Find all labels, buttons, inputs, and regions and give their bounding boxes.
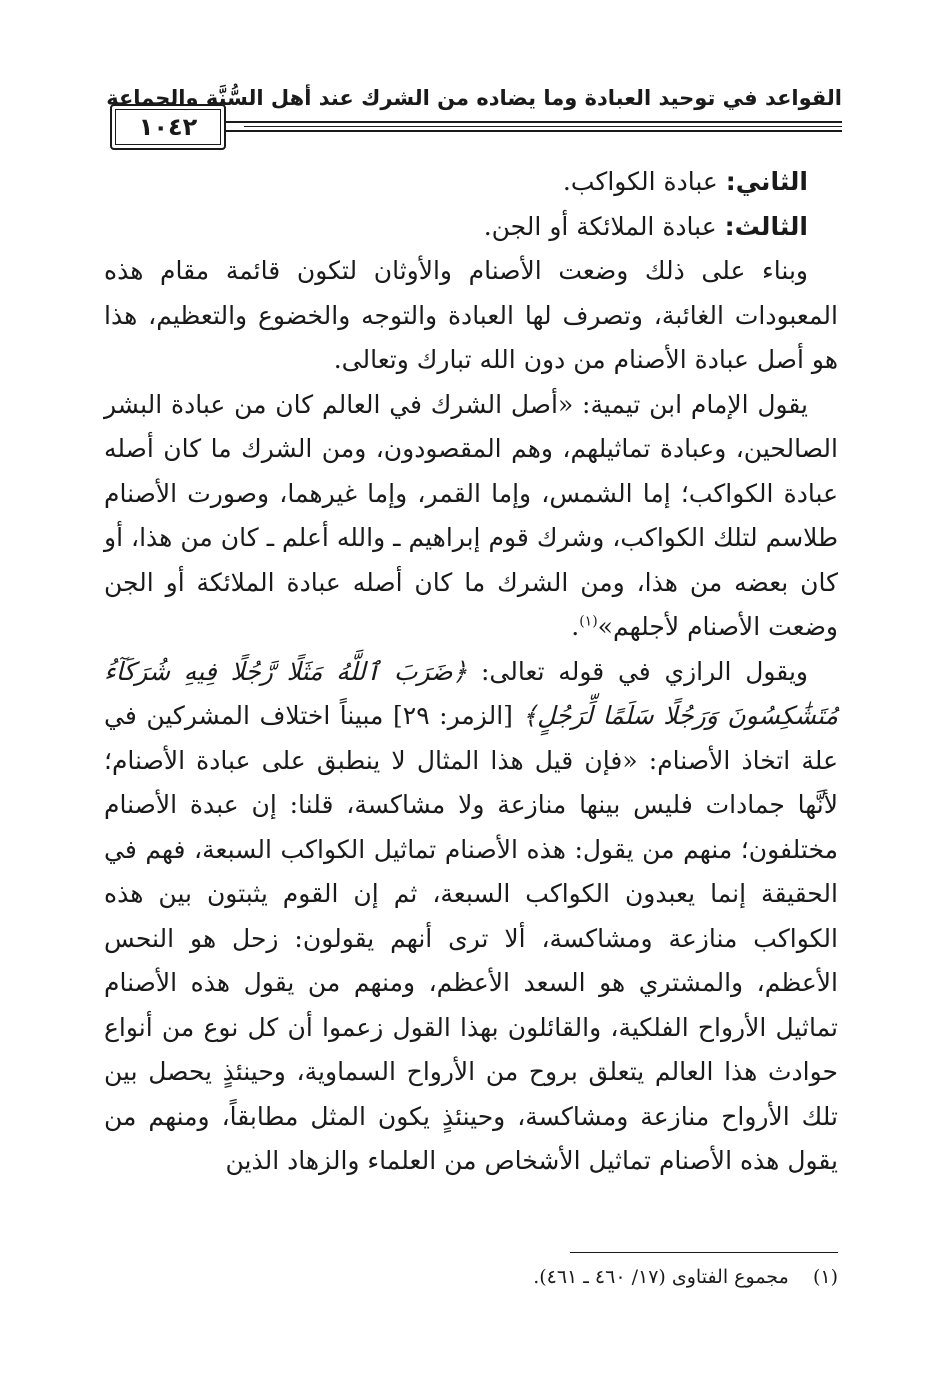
paragraph-quote-ibn-taymiyyah [104,383,838,650]
body-text [104,160,838,1184]
header-title: القواعد في توحيد العبادة وما يضاده من الشرك عند أهل السُّنَّة والجماعة [106,86,842,110]
page-number: ١٠٤٢ [110,104,226,150]
intro-text: ويقول الرازي في قوله تعالى: [467,656,808,686]
footnote-ref[interactable]: (١) [579,613,598,630]
footnote-text: مجموع الفتاوى (١٧/ ٤٦٠ ـ ٤٦١). [533,1266,789,1288]
header-rule [224,130,246,132]
paragraph-text: [الزمر: ٢٩] مبيناً اختلاف المشركين في علة اتخاذ الأصنام: «فإن قيل هذا المثال لا ينطبق على عبادة الأصنام؛ لأنَّها جمادات فليس بينها منازعة ولا مشاكسة، قلنا: إن عبدة الأصنام مختلفون؛ منهم من يقول: هذه الأصنام تماثيل الكواكب السبعة، فهم في الحقيقة إنما يعبدون الكواكب السبعة، ثم إن القوم يثبتون بين هذه الكواكب منازعة ومشاكسة، ألا ترى أنهم يقولون: زحل هو النحس الأعظم، والمشتري هو السعد الأعظم، ومنهم من يقول هذه الأصنام تماثيل الأرواح الفلكية، والقائلون بهذا القول زعموا أن كل نوع من أنواع حوادث هذا العالم يتعلق بروح من الأرواح السماوية، وحينئذٍ يحصل بين تلك الأرواح منازعة ومشاكسة، وحينئذٍ يكون المثل مطابقاً، ومنهم من يقول هذه الأصنام تماثيل الأشخاص من العلماء والزهاد الذين [104,701,838,1175]
footnote-separator [570,1252,838,1253]
period: . [571,612,580,641]
enumerated-item [104,160,838,205]
item-label: الثاني: [725,167,808,196]
header-rule [244,121,842,123]
paragraph: وبناء على ذلك وضعت الأصنام والأوثان لتكون قائمة مقام هذه المعبودات الغائبة، وتصرف لها العبادة والتوجه والخضوع والتعظيم، هذا هو أصل عبادة الأصنام من دون الله تبارك وتعالى. [104,256,838,374]
header-rule [224,121,246,123]
enumerated-item [104,205,838,250]
footnote-number: (١) [812,1266,838,1288]
item-text: عبادة الملائكة أو الجن. [483,211,725,241]
quran-verse: ﴿ضَرَبَ ٱللَّهُ مَثَلًا رَّجُلًا فِيهِ شُرَكَآءُ مُتَشَٰكِسُونَ وَرَجُلًا سَلَمًا لِّرَجُلٍ﴾ [104,656,838,730]
quote-text: يقول الإمام ابن تيمية: «أصل الشرك في العالم كان من عبادة البشر الصالحين، وعبادة تماثيلهم، وهم المقصودون، ومن الشرك ما كان أصله عبادة الكواكب؛ إما الشمس، وإما القمر، وإما غيرهما، وصورت الأصنام طلاسم لتلك الكواكب، وشرك قوم إبراهيم ـ والله أعلم ـ كان من هذا، أو كان بعضه من هذا، ومن الشرك ما كان أصله عبادة الملائكة أو الجن وضعت الأصنام لأجلهم» [104,389,838,641]
item-text: عبادة الكواكب. [562,167,726,196]
paragraph-razi [104,650,838,1184]
header-rule [244,126,842,127]
footnote [104,1262,838,1292]
item-label: الثالث: [724,211,808,241]
header-rule [244,130,842,132]
running-header [104,72,842,152]
